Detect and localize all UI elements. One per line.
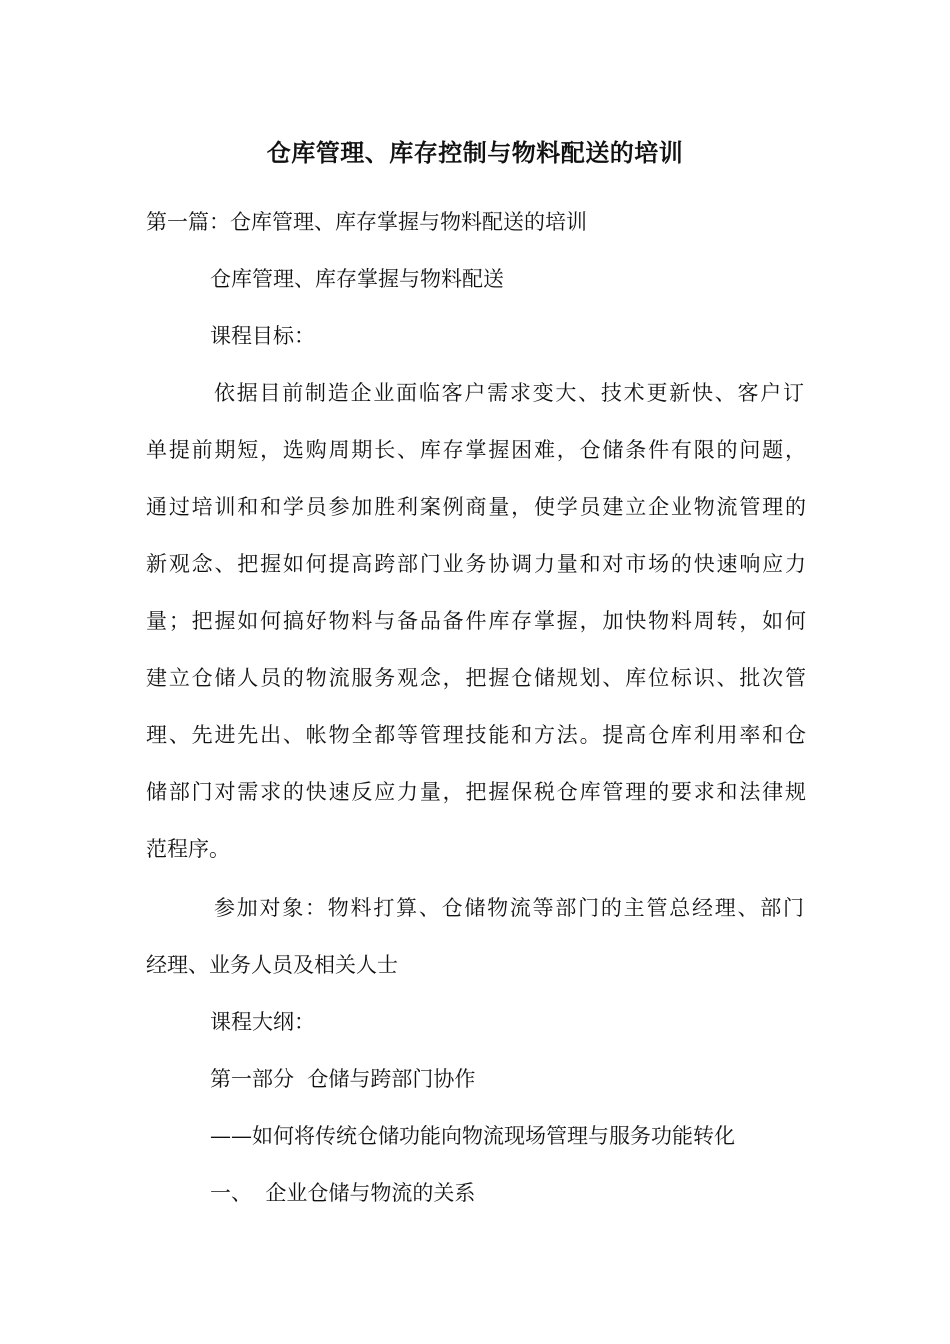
course-goal-label: 课程目标： — [210, 324, 315, 348]
paragraph-line: 范程序。 — [146, 837, 230, 861]
paragraph-line: 单提前期短，选购周期长、库存掌握困难，仓储条件有限的问题， — [146, 438, 806, 462]
part-one-subtitle: ——如何将传统仓储功能向物流现场管理与服务功能转化 — [210, 1124, 735, 1148]
paragraph-line: 量；把握如何搞好物料与备品备件库存掌握，加快物料周转，如何 — [146, 609, 806, 633]
chapter-heading: 第一篇：仓库管理、库存掌握与物料配送的培训 — [146, 210, 587, 234]
section-one-heading: 一、 企业仓储与物流的关系 — [210, 1181, 476, 1205]
part-one-heading: 第一部分 仓储与跨部门协作 — [210, 1067, 476, 1091]
course-outline-label: 课程大纲： — [210, 1010, 315, 1034]
document-title: 仓库管理、库存控制与物料配送的培训 — [266, 138, 684, 167]
paragraph-line: 理、先进先出、帐物全都等管理技能和方法。提高仓库利用率和仓 — [146, 723, 806, 747]
paragraph-line: 参加对象：物料打算、仓储物流等部门的主管总经理、部门 — [214, 896, 804, 920]
paragraph-line: 新观念、把握如何提高跨部门业务协调力量和对市场的快速响应力 — [146, 552, 806, 576]
paragraph-line: 通过培训和和学员参加胜利案例商量，使学员建立企业物流管理的 — [146, 495, 806, 519]
paragraph-line: 经理、业务人员及相关人士 — [146, 953, 398, 977]
paragraph-line: 依据目前制造企业面临客户需求变大、技术更新快、客户订 — [214, 381, 804, 405]
subtitle: 仓库管理、库存掌握与物料配送 — [210, 267, 504, 291]
paragraph-line: 建立仓储人员的物流服务观念，把握仓储规划、库位标识、批次管 — [146, 666, 806, 690]
paragraph-line: 储部门对需求的快速反应力量，把握保税仓库管理的要求和法律规 — [146, 780, 806, 804]
